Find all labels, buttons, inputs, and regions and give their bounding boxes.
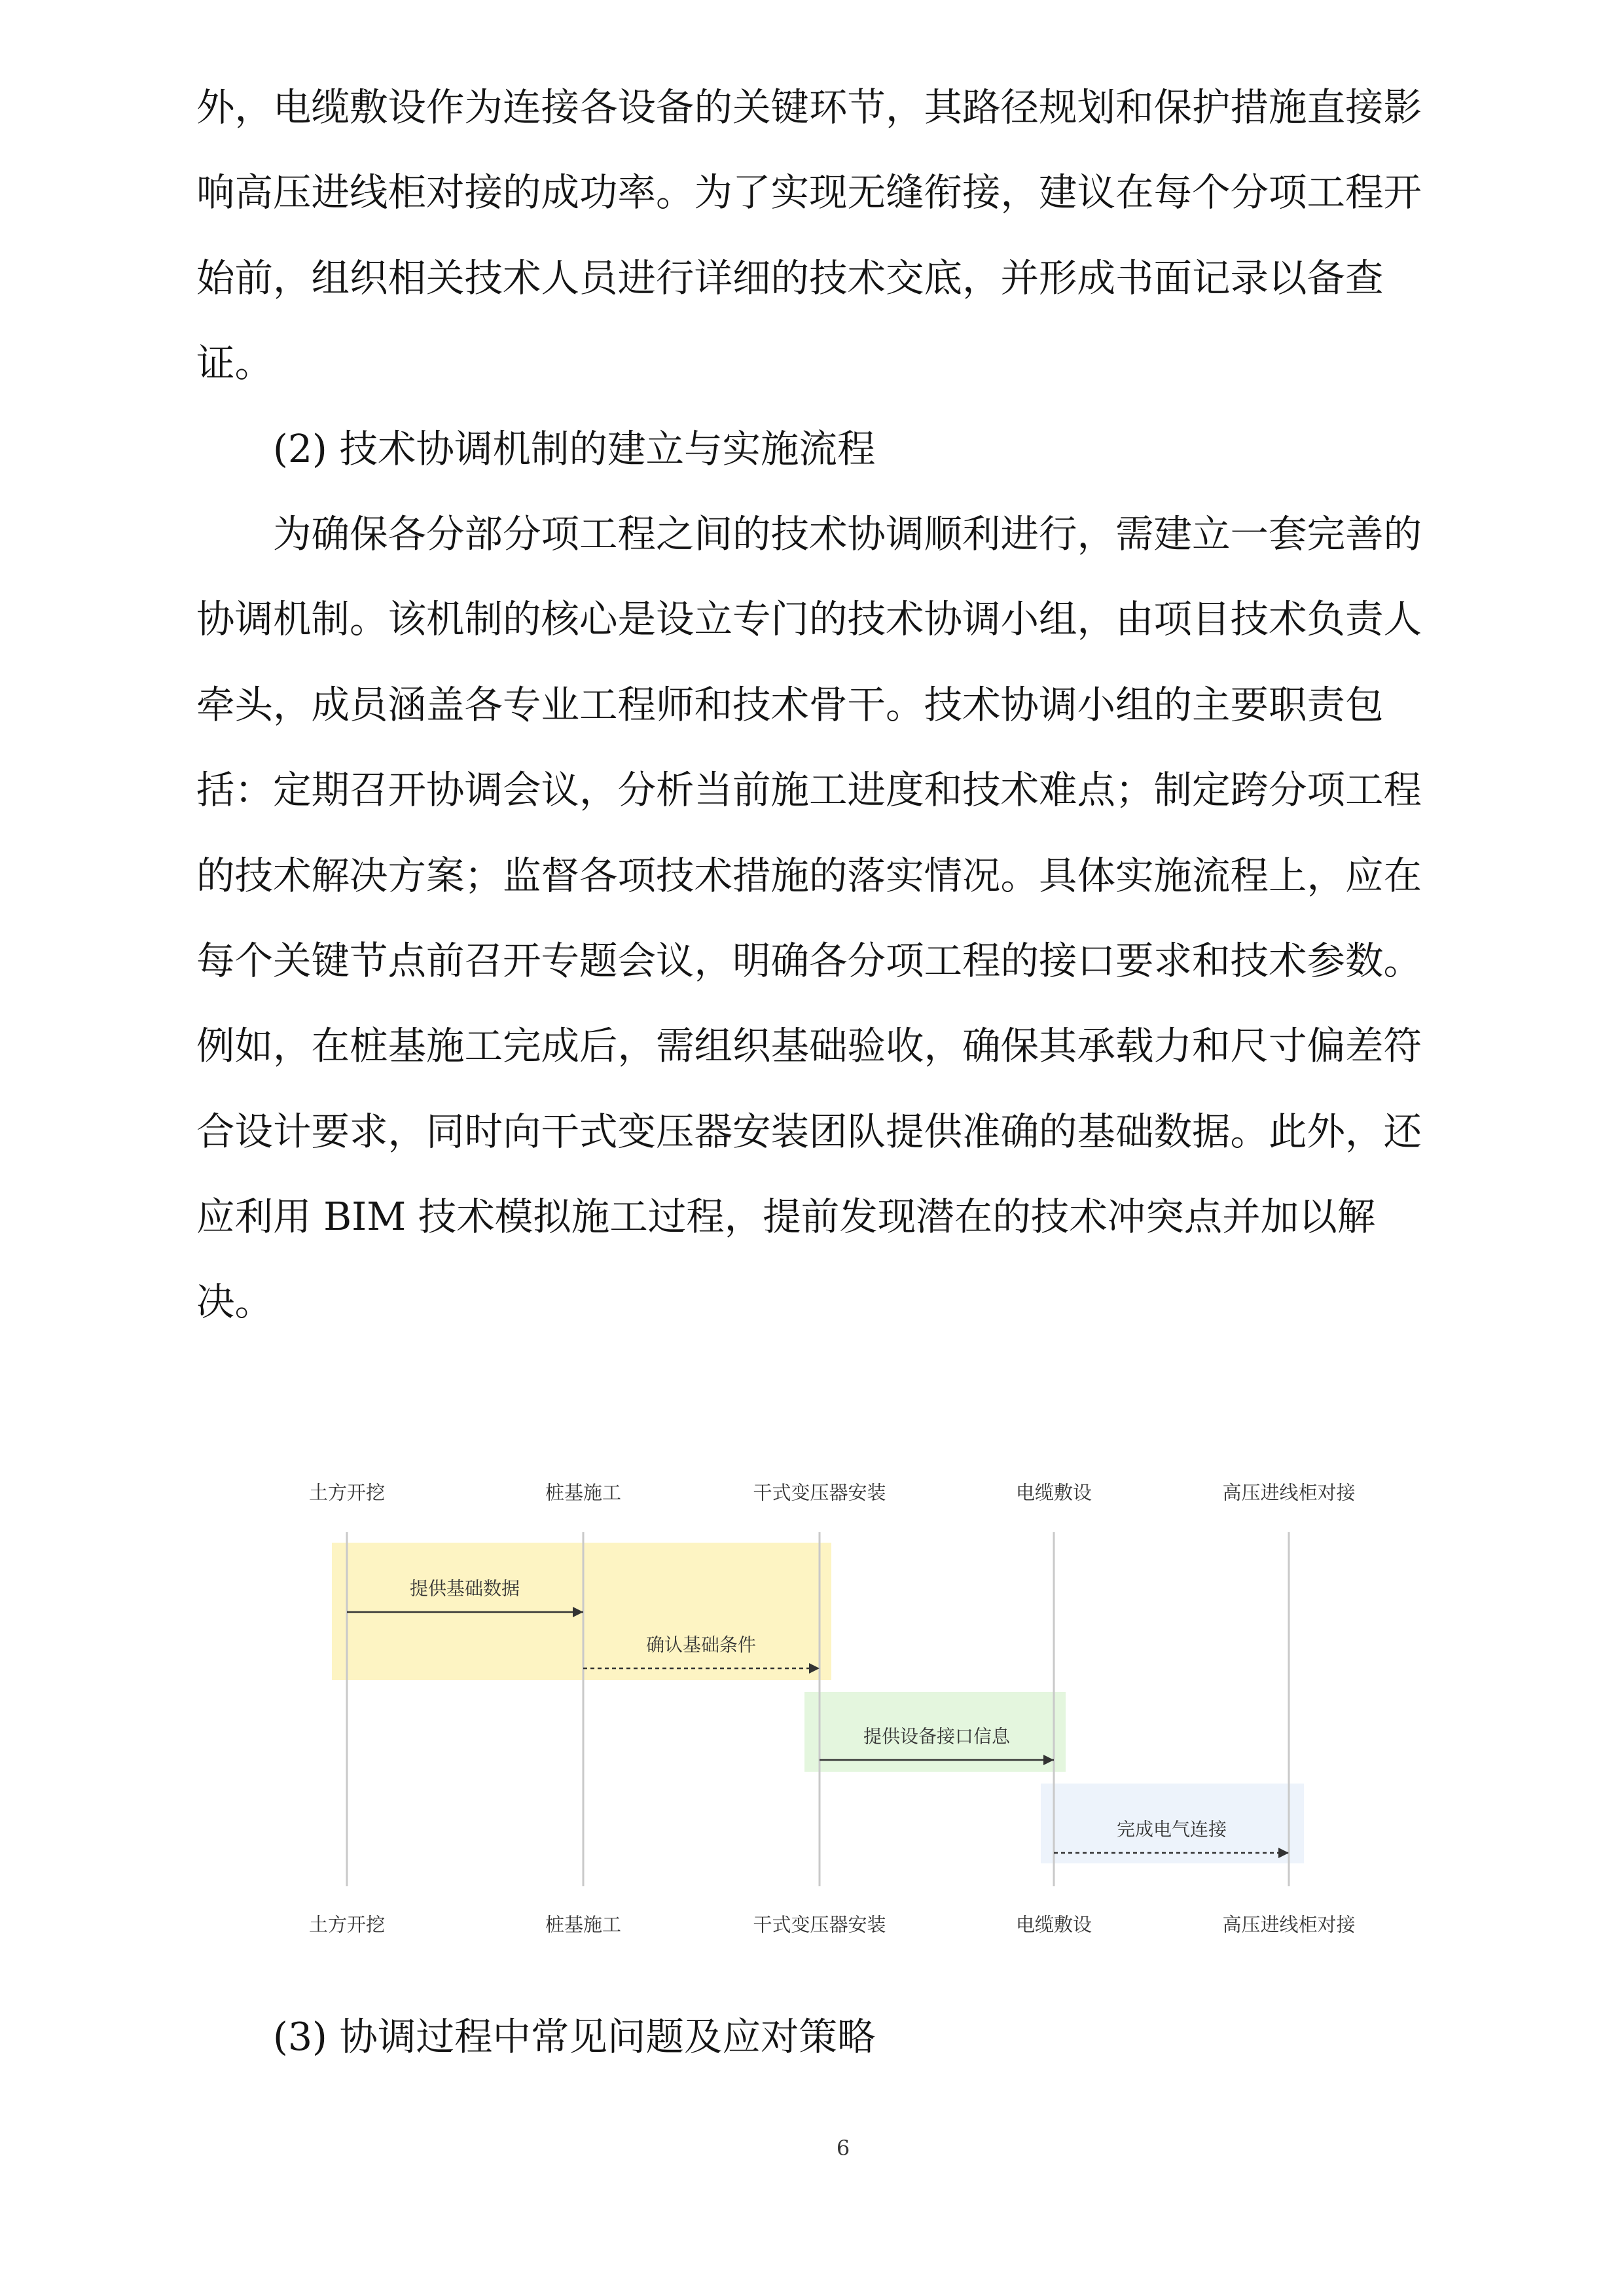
paragraph-2-line: 括：定期召开协调会议，分析当前施工进度和技术难点；制定跨分项工程 — [196, 768, 1422, 813]
participant-label-top: 高压进线柜对接 — [1222, 1482, 1356, 1504]
participant-label-top: 土方开挖 — [308, 1482, 386, 1504]
sequence-diagram — [0, 1460, 1624, 1957]
paragraph-2-line: 牵头，成员涵盖各专业工程师和技术骨干。技术协调小组的主要职责包 — [196, 682, 1384, 727]
participant-label-top: 桩基施工 — [545, 1482, 622, 1504]
section-heading-2: (2) 技术协调机制的建立与实施流程 — [273, 426, 876, 471]
participant-label-top: 干式变压器安装 — [753, 1482, 886, 1504]
participant-label-top: 电缆敷设 — [1015, 1482, 1092, 1504]
message-label: 完成电气连接 — [1116, 1819, 1227, 1840]
participant-label-bottom: 桩基施工 — [545, 1914, 622, 1936]
message-label: 提供设备接口信息 — [863, 1726, 1011, 1747]
paragraph-2-line: 每个关键节点前召开专题会议，明确各分项工程的接口要求和技术参数。 — [196, 938, 1422, 983]
participant-label-bottom: 土方开挖 — [308, 1914, 386, 1936]
participant-label-bottom: 电缆敷设 — [1015, 1914, 1092, 1936]
body-text — [196, 65, 1440, 1345]
paragraph-2-line: 决。 — [196, 1280, 274, 1325]
paragraph-2-line: 应利用 BIM 技术模拟施工过程，提前发现潜在的技术冲突点并加以解 — [196, 1194, 1376, 1240]
paragraph-1-line: 始前，组织相关技术人员进行详细的技术交底，并形成书面记录以备查 — [196, 255, 1384, 300]
page-number: 6 — [836, 2136, 850, 2161]
paragraph-2-line: 为确保各分部分项工程之间的技术协调顺利进行，需建立一套完善的 — [273, 511, 1422, 556]
paragraph-2-line: 的技术解决方案；监督各项技术措施的落实情况。具体实施流程上，应在 — [196, 853, 1422, 898]
section-heading-3-block — [196, 1994, 1440, 2079]
participant-label-bottom: 高压进线柜对接 — [1222, 1914, 1356, 1936]
paragraph-1-line: 证。 — [196, 341, 274, 386]
paragraph-2-line: 合设计要求，同时向干式变压器安装团队提供准确的基础数据。此外，还 — [196, 1109, 1422, 1154]
participant-label-bottom: 干式变压器安装 — [753, 1914, 886, 1936]
message-label: 提供基础数据 — [409, 1578, 520, 1599]
section-heading-3: (3) 协调过程中常见问题及应对策略 — [273, 2015, 876, 2059]
paragraph-2-line: 例如，在桩基施工完成后，需组织基础验收，确保其承载力和尺寸偏差符 — [196, 1024, 1422, 1069]
paragraph-1-line: 外，电缆敷设作为连接各设备的关键环节，其路径规划和保护措施直接影 — [196, 85, 1422, 130]
paragraph-2-line: 协调机制。该机制的核心是设立专门的技术协调小组，由项目技术负责人 — [196, 597, 1422, 642]
message-label: 确认基础条件 — [645, 1634, 757, 1655]
paragraph-1-line: 响高压进线柜对接的成功率。为了实现无缝衔接，建议在每个分项工程开 — [196, 170, 1422, 215]
